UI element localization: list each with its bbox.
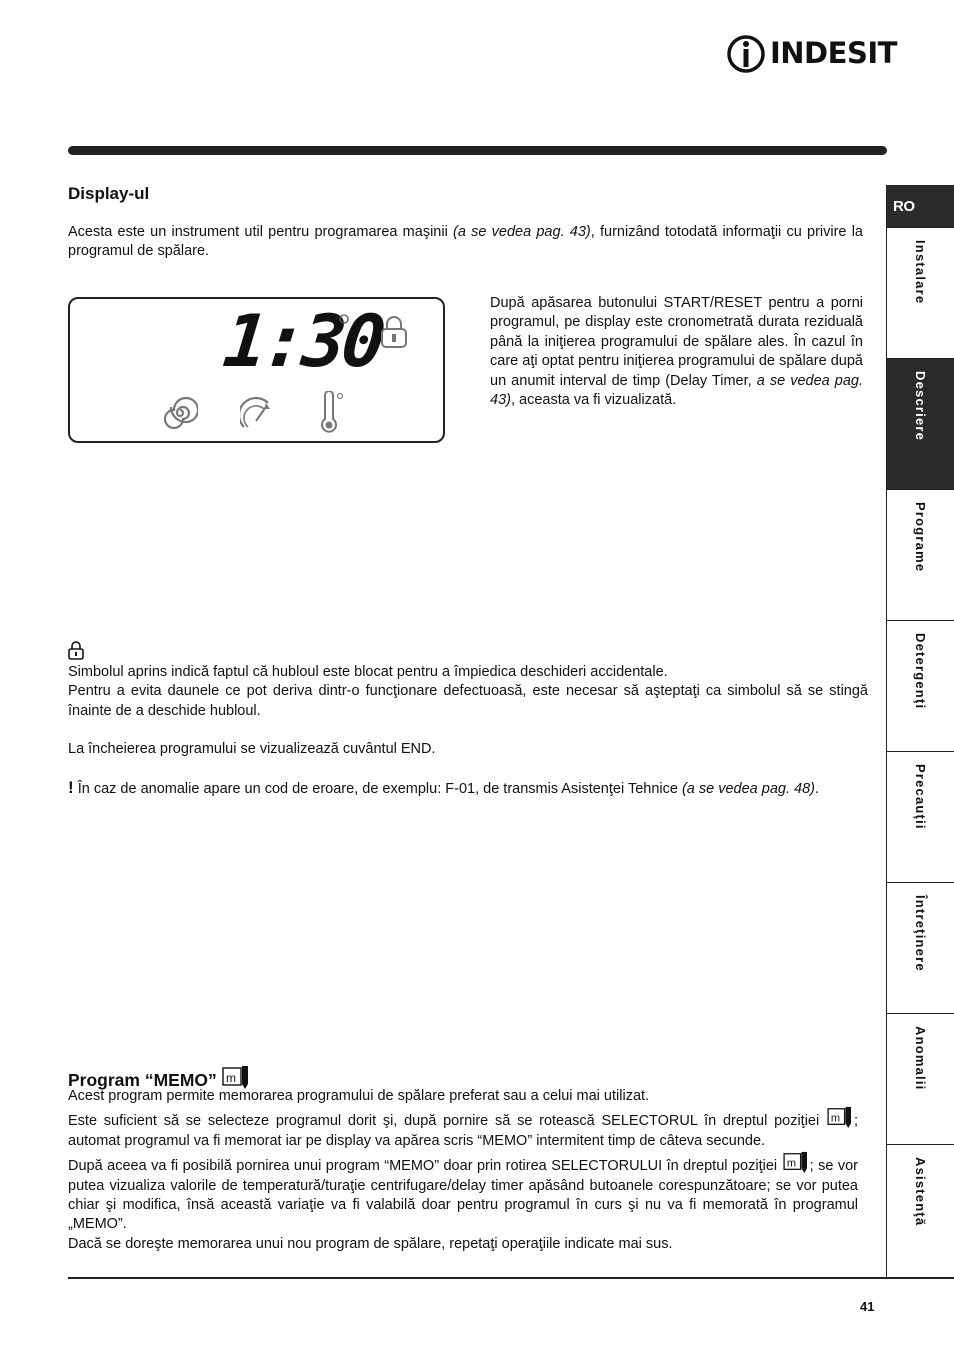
degree-icon — [338, 313, 350, 325]
memo-icon — [221, 1065, 251, 1089]
end-paragraph: La încheierea programului se vizualizează cuvântul END. — [68, 741, 436, 757]
lock-paragraph: Simbolul aprins indică faptul că hubloul este blocat pentru a împiedica deschideri accidentale. Pentru a evita daunele ce pot deriva dintr-o funcţionare defectuoasă, este necesar să aşteptaţi ca simbolul să se stingă înainte de a deschide hubloul. — [68, 664, 868, 719]
delay-timer-icon — [240, 395, 274, 431]
memo-paragraph: Acest program permite memorarea programului de spălare preferat sau a celui mai utilizat. Este suficient să se selecteze programul dorit şi, după pornire să se rotească SELECTORUL în dreptul poziţiei m ; automat programul va fi memorat iar pe display va apărea scris “MEMO” intermitent timp de câteva secunde. După aceea va fi posibilă pornirea unui program “MEMO” doar prin rotirea SELECTORULUI în dreptul poziţiei m ; se vor putea vizualiza valorile de temperatură/turaţie centrifugare/delay timer apăsând butoanele corespunzătoare; se vor putea chiar şi modifica, însă această variaţie va fi valabilă doar pentru programul în curs şi nu va fi memorată în programul „MEMO”. Dacă se doreşte memorarea unui nou program de spălare, repetaţi operaţiile indicate mai sus. — [68, 1088, 859, 1252]
display-time: 1:30 — [219, 299, 386, 383]
display-panel — [68, 297, 445, 443]
indesit-logo — [726, 32, 897, 76]
svg-text:m: m — [786, 1157, 796, 1170]
svg-text:m: m — [830, 1112, 840, 1125]
lock-icon — [68, 641, 84, 660]
memo-icon — [782, 1151, 810, 1173]
tab-asistenta[interactable]: Asistenţă — [887, 1144, 954, 1278]
tab-precautii[interactable]: Precauţii — [887, 751, 954, 883]
display-description: După apăsarea butonului START/RESET pentru a porni programul, pe display este cronometrată durata reziduală până la iniţierea programului de spălare ales. În cazul în care aţi optat pentru iniţierea programului de spălare după un anumit interval de timp (Delay Timer, a se vedea pag. 43), aceasta va fi vizualizată. — [490, 295, 863, 409]
memo-icon — [826, 1106, 854, 1128]
door-lock-icon — [380, 315, 408, 349]
page-number: 41 — [860, 1299, 875, 1314]
spin-icon — [162, 395, 198, 431]
tab-programe[interactable]: Programe — [887, 489, 954, 621]
temperature-icon — [316, 391, 346, 433]
footer-rule — [68, 1277, 954, 1279]
svg-text:m: m — [226, 1071, 237, 1085]
tab-anomalii[interactable]: Anomalii — [887, 1013, 954, 1145]
warning-mark: ! — [68, 778, 74, 797]
section-sidebar — [886, 185, 954, 1278]
tab-descriere[interactable]: Descriere — [887, 358, 954, 490]
section-title-memo: Program “MEMO” — [68, 1070, 217, 1090]
warning-paragraph: ! În caz de anomalie apare un cod de eroare, de exemplu: F-01, de transmis Asistenţei Tehnice (a se vedea pag. 48). — [68, 778, 819, 797]
tab-detergenti[interactable]: Detergenţi — [887, 620, 954, 752]
brand-name: INDESIT — [770, 36, 897, 70]
intro-paragraph: Acesta este un instrument util pentru programarea maşinii (a se vedea pag. 43), furnizând totodată informaţii cu privire la programul de spălare. — [68, 224, 863, 260]
tab-intretinere[interactable]: Întreţinere — [887, 882, 954, 1014]
tab-instalare[interactable]: Instalare — [887, 227, 954, 359]
language-badge: RO — [887, 185, 954, 227]
logo-i-icon — [726, 32, 770, 76]
header-bar — [68, 146, 887, 155]
section-title-display: Display-ul — [68, 184, 150, 203]
